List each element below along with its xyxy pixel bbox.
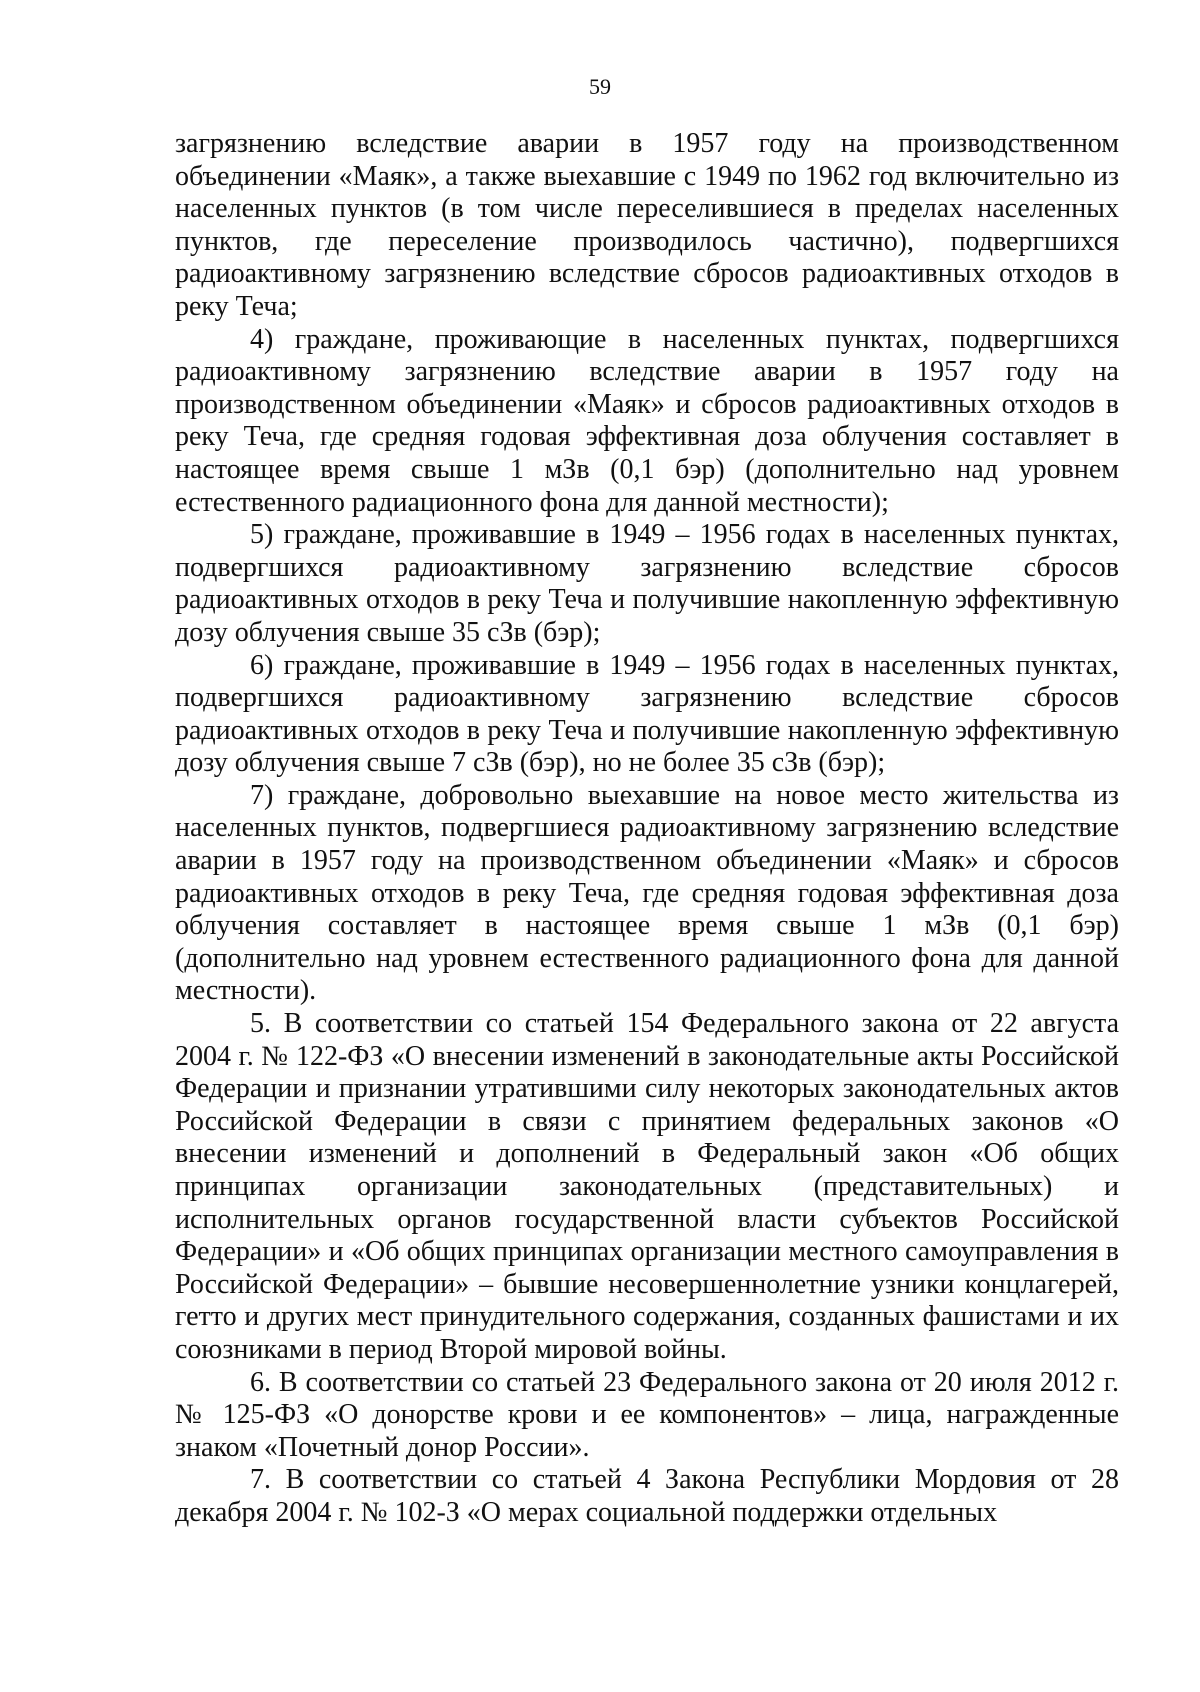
document-body [175,128,1119,1530]
paragraph-section-5: 5. В соответствии со статьей 154 Федерального закона от 22 августа 2004 г. № 122-ФЗ «О внесении изменений в законодательные акты Российской Федерации и признании утратившими силу некоторых законодательных актов Российской Федерации в связи с принятием федеральных законов «О внесении изменений и дополнений в Федеральный закон «Об общих принципах организации законодательных (представительных) и исполнительных органов государственной власти субъектов Российской Федерации» и «Об общих принципах организации местного самоуправления в Российской Федерации» – бывшие несовершеннолетние узники концлагерей, гетто и других мест принудительного содержания, созданных фашистами и их союзниками в период Второй мировой войны. [175,1008,1119,1365]
paragraph-item-4: 4) граждане, проживающие в населенных пунктах, подвергшихся радиоактивному загрязнению вследствие аварии в 1957 году на производственном объединении «Маяк» и сбросов радиоактивных отходов в реку Теча, где средняя годовая эффективная доза облучения составляет в настоящее время свыше 1 мЗв (0,1 бэр) (дополнительно над уровнем естественного радиационного фона для данной местности); [175,323,1119,518]
paragraph-item-6: 6) граждане, проживавшие в 1949 – 1956 годах в населенных пунктах, подвергшихся радиоактивному загрязнению вследствие сбросов радиоактивных отходов в реку Теча и получившие накопленную эффективную дозу облучения свыше 7 сЗв (бэр), но не более 35 сЗв (бэр); [175,649,1119,779]
page-number: 59 [589,74,611,99]
paragraph-item-7: 7) граждане, добровольно выехавшие на новое место жительства из населенных пунктов, подвергшиеся радиоактивному загрязнению вследствие аварии в 1957 году на производственном объединении «Маяк» и сбросов радиоактивных отходов в реку Теча, где средняя годовая эффективная доза облучения составляет в настоящее время свыше 1 мЗв (0,1 бэр) (дополнительно над уровнем естественного радиационного фона для данной местности). [175,779,1119,1007]
paragraph-item-5: 5) граждане, проживавшие в 1949 – 1956 годах в населенных пунктах, подвергшихся радиоактивному загрязнению вследствие сбросов радиоактивных отходов в реку Теча и получившие накопленную эффективную дозу облучения свыше 35 сЗв (бэр); [175,519,1119,648]
paragraph-continuation: загрязнению вследствие аварии в 1957 году на производственном объединении «Маяк», а также выехавшие с 1949 по 1962 год включительно из населенных пунктов (в том числе переселившиеся в пределах населенных пунктов, где переселение производилось частично), подвергшихся радиоактивному загрязнению вследствие сбросов радиоактивных отходов в реку Теча; [175,128,1119,322]
paragraph-section-7: 7. В соответствии со статьей 4 Закона Республики Мордовия от 28 декабря 2004 г. № 102-З «О мерах социальной поддержки отдельных [175,1464,1119,1528]
paragraph-section-6: 6. В соответствии со статьей 23 Федерального закона от 20 июля 2012 г. № 125-ФЗ «О донорстве крови и ее компонентов» – лица, награжденные знаком «Почетный донор России». [175,1366,1119,1463]
